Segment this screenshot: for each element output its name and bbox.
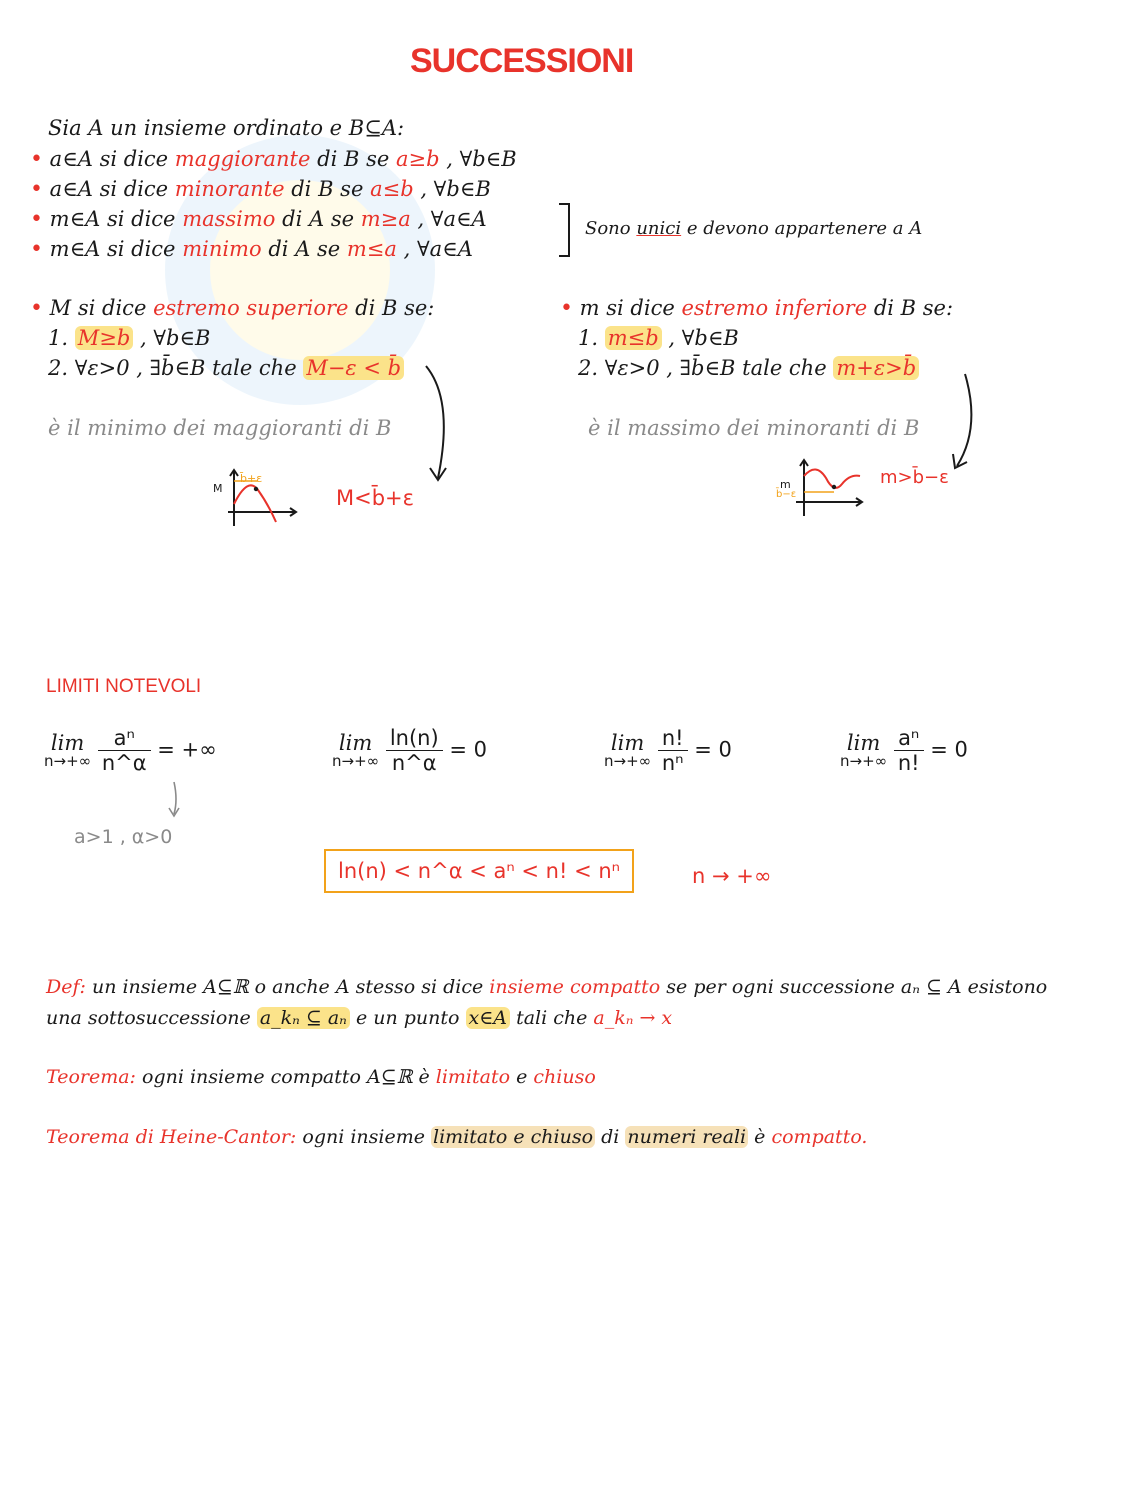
def-text-5: e un punto (355, 1007, 460, 1029)
bullet-icon: • (30, 147, 43, 172)
limit-result: = +∞ (157, 737, 217, 762)
fraction-denominator: nⁿ (661, 751, 684, 775)
definition-pre: m∈A si dice (49, 237, 176, 261)
def-text-6: tali che (516, 1007, 588, 1029)
bullet-icon: • (30, 237, 43, 262)
theorem-word-chiuso: chiuso (533, 1066, 596, 1088)
bracket-note-underlined: unici (636, 218, 682, 239)
def-convergence: a_kₙ → x (593, 1007, 673, 1029)
inf-graph-label-m: m (780, 478, 791, 491)
heine-text-3: è (754, 1126, 766, 1148)
limit-operator (604, 732, 651, 770)
lim-sub: n→+∞ (840, 751, 888, 770)
theorem-text: ogni insieme compatto A⊆ℝ è (142, 1066, 430, 1088)
limit-fraction (894, 726, 924, 775)
inf-arrow-icon (945, 368, 985, 478)
definition-pre: a∈A si dice (49, 147, 169, 171)
sup-head-pre: M si dice (49, 296, 147, 320)
sup-c2-pre: ∀ε>0 , ∃b̄∈B tale che (74, 356, 297, 380)
fraction-denominator: n^α (101, 751, 147, 775)
limit-fraction (658, 726, 688, 775)
bullet-icon: • (30, 177, 43, 202)
heine-label: Teorema di Heine-Cantor: (46, 1126, 297, 1148)
inf-result: m>b̄−ε (880, 467, 949, 488)
definition-row (30, 147, 517, 172)
sup-c2-highlight: M−ε < b̄ (303, 356, 404, 380)
inf-condition-1 (578, 326, 739, 350)
sup-condition-2 (48, 356, 404, 380)
definition-cond: m≥a (360, 207, 411, 231)
sup-result: M<b̄+ε (336, 486, 414, 510)
lim-sub: n→+∞ (332, 751, 380, 770)
limit-operator (332, 732, 379, 770)
heine-highlight-1: limitato e chiuso (433, 1126, 594, 1148)
definition-compact-line-1 (46, 976, 1047, 998)
limit-result: = 0 (449, 737, 487, 762)
theorem-and: e (516, 1066, 528, 1088)
heine-text-2: di (601, 1126, 620, 1148)
down-arrow-icon (164, 780, 184, 820)
growth-chain-condition: n → +∞ (692, 864, 772, 888)
fraction-numerator: ln(n) (386, 726, 443, 751)
inf-head-pre: m si dice (579, 296, 675, 320)
fraction-numerator: n! (658, 726, 688, 751)
heine-highlight-2: numeri reali (627, 1126, 747, 1148)
bracket-note-pre: Sono (585, 218, 631, 239)
limit-result: = 0 (694, 737, 732, 762)
inf-graph (782, 456, 868, 520)
heine-cantor-line (46, 1126, 867, 1148)
inf-condition-2 (578, 356, 919, 380)
inf-c2-pre: ∀ε>0 , ∃b̄∈B tale che (604, 356, 827, 380)
def-label: Def: (46, 976, 86, 998)
inf-note: è il massimo dei minoranti di B (588, 416, 920, 440)
limit-fraction (98, 726, 151, 775)
definition-post: , ∀a∈A (417, 207, 487, 231)
def-term: insieme compatto (489, 976, 661, 998)
sup-note: è il minimo dei maggioranti di B (48, 416, 392, 440)
definition-mid: di B se (317, 147, 390, 171)
inf-c2-highlight: m+ε>b̄ (833, 356, 919, 380)
def-text-1: un insieme A⊆ℝ o anche A stesso si dice (91, 976, 484, 998)
inf-heading (560, 296, 953, 321)
limit-item (332, 726, 487, 775)
limit-item (604, 726, 732, 775)
limit-operator (44, 732, 91, 770)
sup-head-post: di B se: (355, 296, 435, 320)
sup-condition-1 (48, 326, 210, 350)
sup-c1-highlight: M≥b (75, 326, 134, 350)
bracket-note (585, 218, 922, 239)
bullet-icon: • (30, 296, 43, 321)
theorem-word-limitato: limitato (435, 1066, 511, 1088)
inf-graph-label-bot: b̄−ε (776, 489, 797, 500)
definition-term: minorante (174, 177, 285, 201)
fraction-numerator: aⁿ (98, 726, 151, 751)
lim-word: lim (338, 730, 373, 755)
definition-pre: m∈A si dice (49, 207, 176, 231)
bracket-note-post: e devono appartenere a A (686, 218, 923, 239)
definition-post: , ∀a∈A (403, 237, 473, 261)
def-sequence: aₙ ⊆ A (900, 976, 962, 998)
definition-cond: m≤a (346, 237, 397, 261)
definition-row (30, 177, 491, 202)
fraction-denominator: n^α (391, 751, 437, 775)
heine-word-compatto: compatto. (771, 1126, 868, 1148)
definition-mid: di B se (291, 177, 364, 201)
def-point: x∈A (466, 1007, 511, 1029)
sup-c1-post: , ∀b∈B (139, 326, 211, 350)
definition-row (30, 237, 473, 262)
sup-heading (30, 296, 434, 321)
lim-word: lim (846, 730, 881, 755)
definition-cond: a≥b (395, 147, 440, 171)
limit-item (44, 726, 217, 775)
inf-c1-highlight: m≤b (605, 326, 662, 350)
def-subsequence: a_kₙ ⊆ aₙ (257, 1007, 350, 1029)
def-text-3: esistono (967, 976, 1048, 998)
fraction-denominator: n! (897, 751, 920, 775)
intro-text: Sia A un insieme ordinato e B⊆A: (48, 116, 405, 140)
sup-c1-num: 1. (48, 326, 69, 350)
definition-term: massimo (182, 207, 276, 231)
definition-post: , ∀b∈B (420, 177, 491, 201)
limit-item (840, 726, 968, 775)
sup-graph-label-top: b̄+ε (240, 472, 263, 485)
lim-sub: n→+∞ (604, 751, 652, 770)
definition-compact-line-2 (46, 1007, 672, 1029)
page-title: SUCCESSIONI (410, 42, 634, 80)
limits-condition: a>1 , α>0 (74, 826, 173, 848)
bullet-icon: • (560, 296, 573, 321)
sup-arrow-icon (420, 360, 460, 490)
theorem-label: Teorema: (46, 1066, 136, 1088)
inf-head-post: di B se: (873, 296, 954, 320)
definition-row (30, 207, 487, 232)
definition-mid: di A se (282, 207, 355, 231)
bullet-icon: • (30, 207, 43, 232)
definition-mid: di A se (268, 237, 341, 261)
definition-term: maggiorante (174, 147, 311, 171)
sup-graph-label-M: M (213, 482, 223, 495)
definition-cond: a≤b (370, 177, 414, 201)
inf-c1-num: 1. (578, 326, 599, 350)
growth-chain-box: ln(n) < n^α < aⁿ < n! < nⁿ (324, 849, 634, 893)
definition-post: , ∀b∈B (446, 147, 517, 171)
limits-heading: LIMITI NOTEVOLI (46, 676, 202, 697)
def-text-2: se per ogni successione (666, 976, 895, 998)
fraction-numerator: aⁿ (894, 726, 924, 751)
heine-text-1: ogni insieme (302, 1126, 425, 1148)
sup-head-term: estremo superiore (153, 296, 349, 320)
inf-head-term: estremo inferiore (681, 296, 868, 320)
lim-word: lim (610, 730, 645, 755)
definition-pre: a∈A si dice (49, 177, 169, 201)
def-text-4: una sottosuccessione (46, 1007, 251, 1029)
inf-c1-post: , ∀b∈B (668, 326, 739, 350)
limit-fraction (386, 726, 443, 775)
bracket-icon (555, 200, 575, 260)
limit-operator (840, 732, 887, 770)
limit-result: = 0 (930, 737, 968, 762)
definition-term: minimo (182, 237, 262, 261)
lim-word: lim (50, 730, 85, 755)
lim-sub: n→+∞ (44, 751, 92, 770)
theorem-line (46, 1066, 596, 1088)
sup-c2-num: 2. (48, 356, 69, 380)
inf-c2-num: 2. (578, 356, 599, 380)
